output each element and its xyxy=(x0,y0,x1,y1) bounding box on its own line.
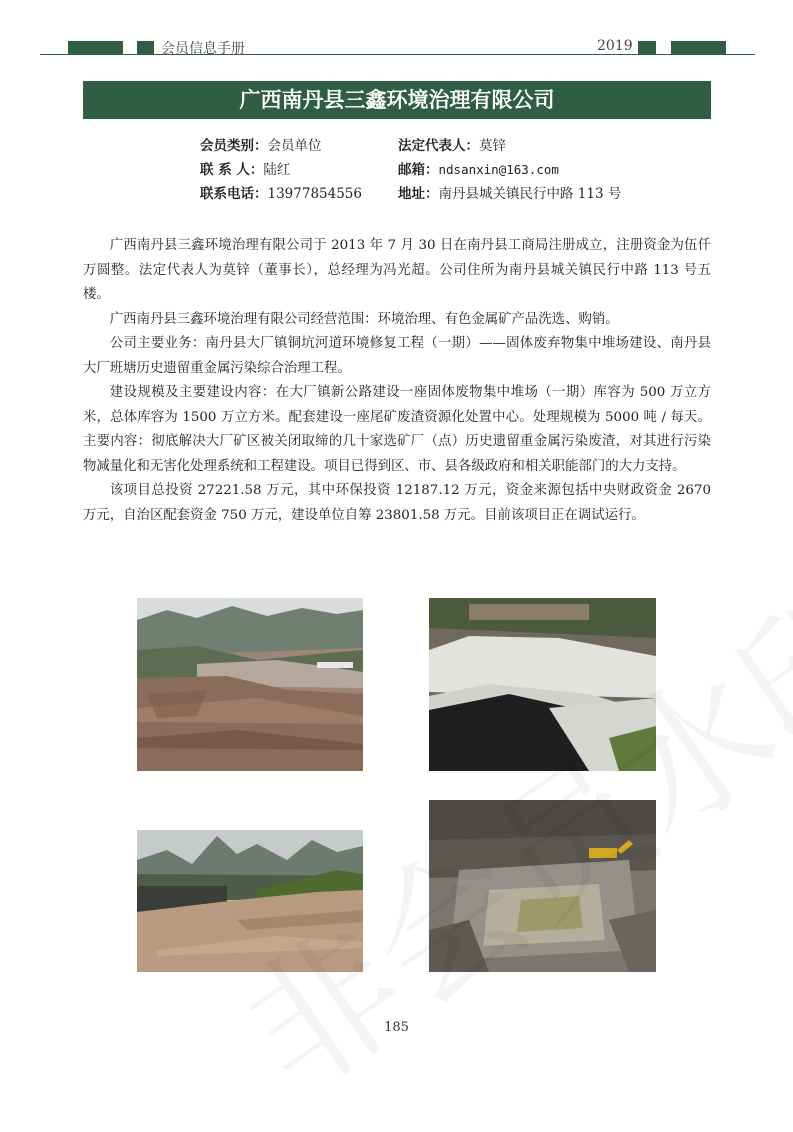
header-block-small-right xyxy=(638,41,656,54)
header-block-right xyxy=(671,41,726,54)
address-value: 南丹县城关镇民行中路 113 号 xyxy=(438,186,622,202)
contact-label: 联 系 人： xyxy=(200,162,264,178)
company-title: 广西南丹县三鑫环境治理有限公司 xyxy=(83,81,711,119)
paragraph-scope: 广西南丹县三鑫环境治理有限公司经营范围：环境治理、有色金属矿产品洗选、购销。 xyxy=(109,311,619,327)
header-year: 2019 xyxy=(597,38,633,54)
page-number: 185 xyxy=(384,1020,409,1035)
address-row xyxy=(398,182,621,202)
phone-value: 13977854556 xyxy=(267,186,362,202)
header-title: 会员信息手册 xyxy=(161,41,245,57)
paragraph-investment: 该项目总投资 27221.58 万元，其中环保投资 12187.12 万元，资金来源包括中央财政资金 2670 万元，自治区配套资金 750 万元，建设单位自筹 23801.58 万元。目前该项目正在调试运行。 xyxy=(83,483,711,523)
member-type-label: 会员类别： xyxy=(200,138,268,154)
mountain-dump-slope-photo xyxy=(137,830,363,972)
address-label: 地址： xyxy=(398,186,439,202)
legal-rep-label: 法定代表人： xyxy=(398,138,479,154)
liner-covered-slope-photo xyxy=(429,598,656,771)
phone-row xyxy=(200,182,362,202)
member-type-row xyxy=(200,134,322,154)
contact-value: 陆红 xyxy=(263,162,291,178)
paragraph-intro: 广西南丹县三鑫环境治理有限公司于 2013 年 7 月 30 日在南丹县工商局注册成立，注册资金为伍仟万圆整。法定代表人为莫锌（董事长），总经理为冯光超。公司住所为南丹县城关镇民行中路 113 号五楼。 xyxy=(83,238,711,302)
header-rule xyxy=(40,54,755,55)
contact-row xyxy=(200,158,290,178)
terraced-mine-site-photo xyxy=(137,598,363,771)
paragraph-business: 公司主要业务：南丹县大厂镇铜坑河道环境修复工程（一期）——固体废弃物集中堆场建设、南丹县大厂班塘历史遗留重金属污染综合治理工程。 xyxy=(83,336,711,376)
header-block-small xyxy=(137,41,154,54)
excavation-pit-photo xyxy=(429,800,656,972)
phone-label: 联系电话： xyxy=(200,186,268,202)
company-description xyxy=(83,234,711,528)
header-block-left xyxy=(68,41,123,54)
email-label: 邮箱： xyxy=(398,162,439,178)
email-row xyxy=(398,158,559,178)
member-type-value: 会员单位 xyxy=(267,138,322,154)
email-value[interactable]: ndsanxin@163.com xyxy=(438,162,559,177)
legal-rep-row xyxy=(398,134,506,154)
paragraph-construction: 建设规模及主要建设内容：在大厂镇新公路建设一座固体废物集中堆场（一期）库容为 500 万立方米，总体库容为 1500 万立方米。配套建设一座尾矿废渣资源化处置中心。处理规模为 5000 吨 / 每天。主要内容：彻底解决大厂矿区被关闭取缔的几十家选矿厂（点）历史遗留重金属污染废渣，对其进行污染物减量化和无害化处理系统和工程建设。项目已得到区、市、县各级政府和相关职能部门的大力支持。 xyxy=(83,385,711,474)
legal-rep-value: 莫锌 xyxy=(479,138,506,154)
